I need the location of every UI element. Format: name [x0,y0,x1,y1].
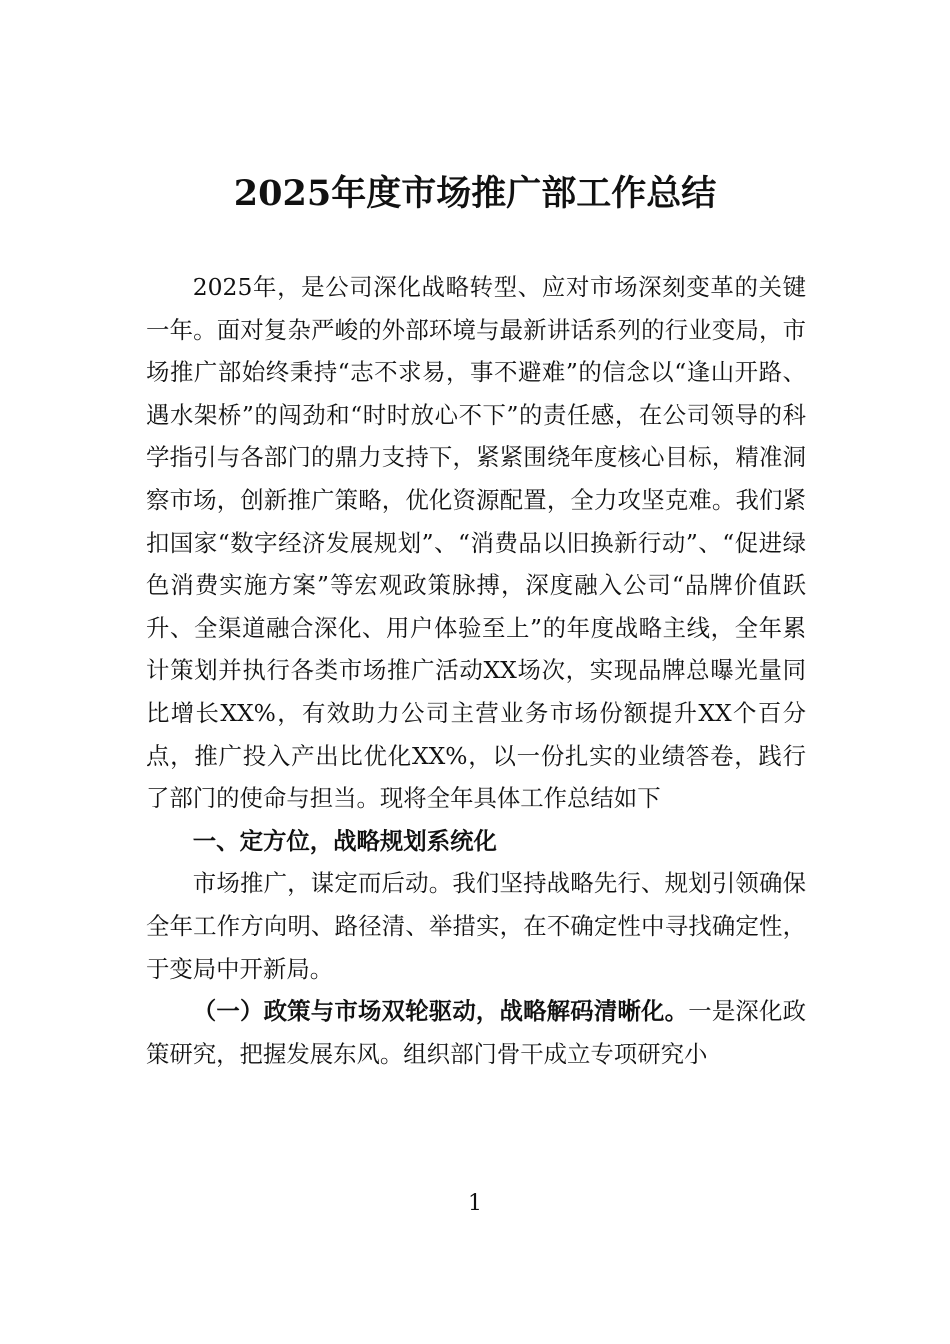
section-1-heading: 一、定方位，战略规划系统化 [192,826,497,855]
subsection-1-heading: （一）政策与市场双轮驱动，战略解码清晰化。 [192,997,689,1026]
subsection-1-text: 一是深化政策研究，把握发展东风。组织部门骨干成立专项研究小 [146,997,807,1068]
page-number: 1 [468,1191,482,1216]
document-title: 2025年度市场推广部工作总结 [233,173,717,214]
intro-paragraph: 2025年，是公司深化战略转型、应对市场深刻变革的关键一年。面对复杂严峻的外部环境与最新讲话系列的行业变局，市场推广部始终秉持“志不求易，事不避难”的信念以“逢山开路、遇水架桥”的闯劲和“时时放心不下”的责任感，在公司领导的科学指引与各部门的鼎力支持下，紧紧围绕年度核心目标，精准洞察市场，创新推广策略，优化资源配置，全力攻坚克难。我们紧扣国家“数字经济发展规划”、“消费品以旧换新行动”、“促进绿色消费实施方案”等宏观政策脉搏，深度融入公司“品牌价值跃升、全渠道融合深化、用户体验至上”的年度战略主线，全年累计策划并执行各类市场推广活动XX场次，实现品牌总曝光量同比增长XX%，有效助力公司主营业务市场份额提升XX个百分点，推广投入产出比优化XX%，以一份扎实的业绩答卷，践行了部门的使命与担当。现将全年具体工作总结如下 [146,273,806,813]
document-body [146,266,806,1075]
subsection-1-paragraph [146,990,806,1075]
section-1-paragraph: 市场推广，谋定而后动。我们坚持战略先行、规划引领确保全年工作方向明、路径清、举措实，在不确定性中寻找确定性，于变局中开新局。 [146,869,806,983]
